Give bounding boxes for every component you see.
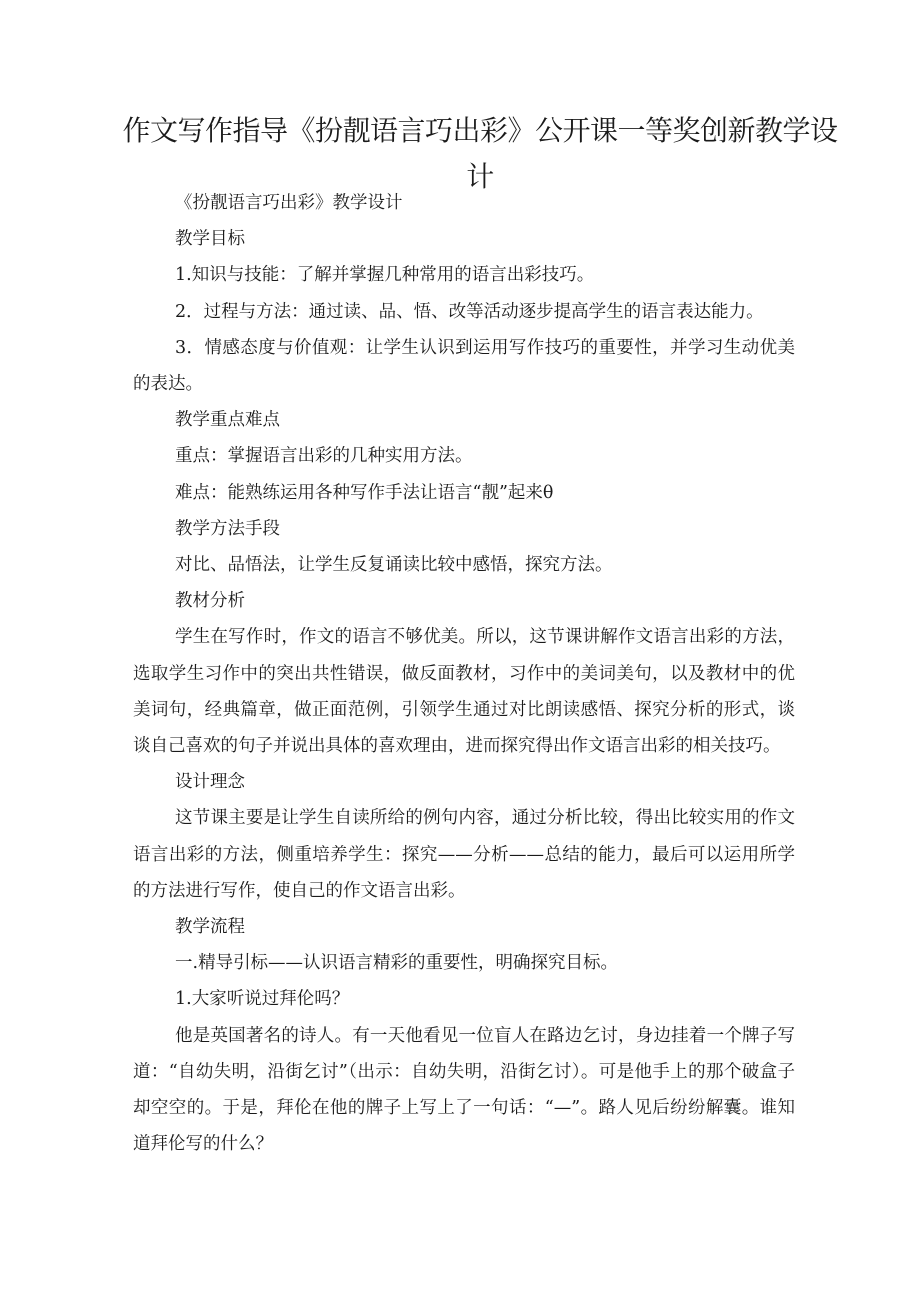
heading-teaching-goals: 教学目标 [175, 229, 245, 250]
paragraph-question-byron: 1.大家听说过拜伦吗？ [175, 989, 350, 1010]
heading-teaching-process: 教学流程 [175, 917, 245, 938]
paragraph-subtitle: 《扮靓语言巧出彩》教学设计 [175, 193, 403, 213]
paragraph-byron-story: 他是英国著名的诗人。有一天他看见一位盲人在路边乞讨，身边挂着一个牌子写道：“自幼失明，沿街乞讨”（出示：自幼失明，沿街乞讨）。可是他手上的那个破盒子却空空的。于是，拜伦在他的牌子上写上了一句话：“—”。路人见后纷纷解囊。谁知道拜伦写的什么？ [133, 1025, 795, 1155]
document-body [133, 185, 795, 1162]
paragraph-material-analysis: 学生在写作时，作文的语言不够优美。所以，这节课讲解作文语言出彩的方法，选取学生习作中的突出共性错误，做反面教材，习作中的美词美句，以及教材中的优美词句，经典篇章，做正面范例，引领学生通过对比朗读感悟、探究分析的形式，谈谈自己喜欢的句子并说出具体的喜欢理由，进而探究得出作文语言出彩的相关技巧。 [133, 627, 795, 757]
paragraph-goal-2: 2．过程与方法：通过读、品、悟、改等活动逐步提高学生的语言表达能力。 [175, 301, 764, 322]
paragraph-goal-1: 1.知识与技能：了解并掌握几种常用的语言出彩技巧。 [175, 265, 595, 286]
paragraph-key-point: 重点：掌握语言出彩的几种实用方法。 [175, 446, 473, 467]
document-title: 作文写作指导《扮靓语言巧出彩》公开课一等奖创新教学设计 [122, 114, 838, 193]
heading-material-analysis: 教材分析 [175, 591, 245, 612]
heading-key-points: 教学重点难点 [175, 410, 280, 431]
paragraph-goal-3: 3．情感态度与价值观：让学生认识到运用写作技巧的重要性，并学习生动优美的表达。 [133, 337, 795, 395]
paragraph-process-step-1: 一.精导引标——认识语言精彩的重要性，明确探究目标。 [175, 953, 619, 974]
paragraph-design-concept: 这节课主要是让学生自读所给的例句内容，通过分析比较，得出比较实用的作文语言出彩的方法，侧重培养学生：探究——分析——总结的能力，最后可以运用所学的方法进行写作，使自己的作文语言出彩。 [133, 808, 795, 901]
paragraph-difficulty: 难点：能熟练运用各种写作手法让语言“靓”起来θ [175, 482, 554, 503]
heading-teaching-methods: 教学方法手段 [175, 518, 280, 539]
heading-design-concept: 设计理念 [175, 772, 245, 793]
paragraph-methods: 对比、品悟法，让学生反复诵读比较中感悟，探究方法。 [175, 555, 613, 576]
